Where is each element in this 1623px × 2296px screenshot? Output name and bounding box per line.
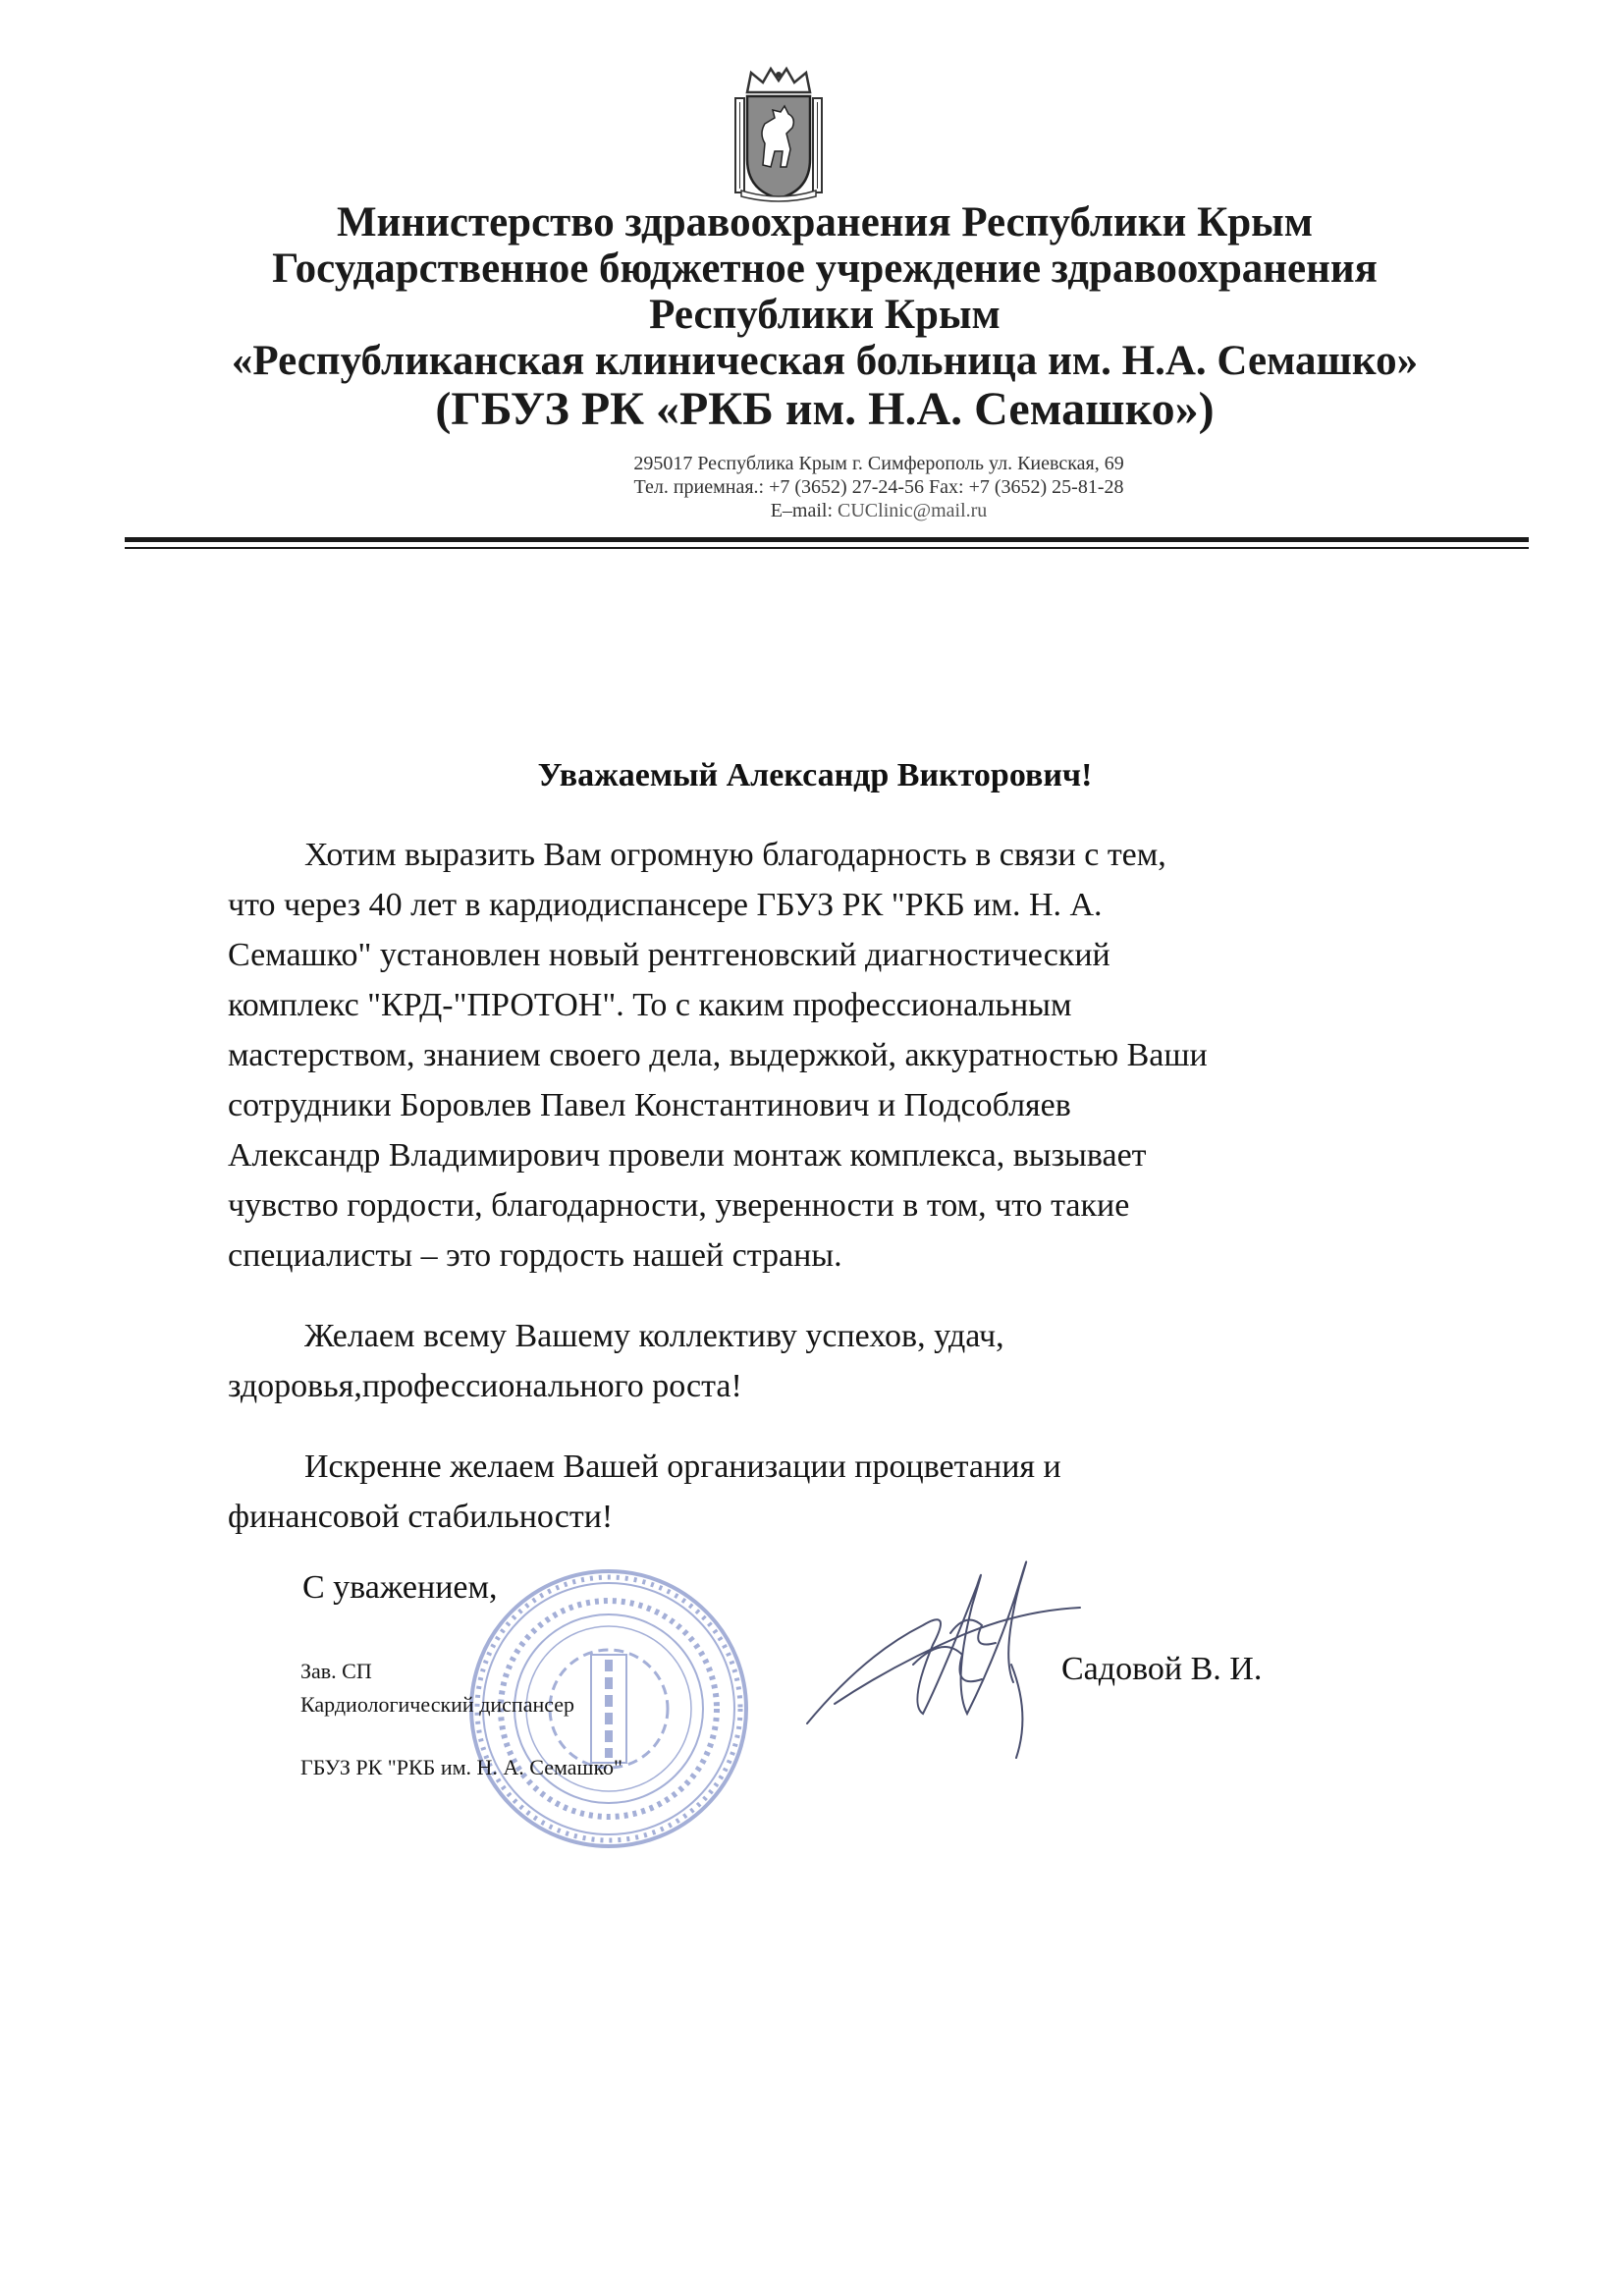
paragraph-line: чувство гордости, благодарности, уверенности в том, что такие [228,1187,1130,1224]
position-title: Зав. СП [300,1659,372,1683]
salutation: Уважаемый Александр Викторович! [537,757,1093,793]
email-label: E–mail: [770,500,839,521]
hospital-abbreviation: (ГБУЗ РК «РКБ им. Н.А. Семашко») [435,383,1215,435]
paragraph-line: финансовой стабильности! [228,1499,614,1535]
contact-block [412,452,1345,522]
signer-position [300,1655,622,1784]
closing-phrase: С уважением, [302,1569,498,1606]
signer-name: Садовой В. И. [1061,1651,1263,1687]
paragraph-line: Семашко" установлен новый рентгеновский диагностический [228,937,1110,973]
phone-numbers: Тел. приемная.: +7 (3652) 27-24-56 Fax: +7 (3652) 25-81-28 [633,476,1124,498]
paragraph-line: Александр Владимирович провели монтаж комплекса, вызывает [228,1137,1147,1174]
paragraph-line: Искренне желаем Вашей организации процветания и [304,1449,1061,1485]
paragraph-line: что через 40 лет в кардиодиспансере ГБУЗ РК "РКБ им. Н. А. [228,887,1103,923]
position-department: Кардиологический диспансер [300,1692,575,1717]
paragraph-wishes [228,1311,1327,1411]
paragraph-line: мастерством, знанием своего дела, выдержкой, аккуратностью Ваши [228,1037,1208,1073]
paragraph-line: комплекс "КРД-"ПРОТОН". То с каким профессиональным [228,987,1072,1023]
postal-address: 295017 Республика Крым г. Симферополь ул. Киевская, 69 [633,453,1124,474]
header-divider-thick [125,537,1529,542]
crimea-coat-of-arms-icon [730,65,828,202]
institution-region: Республики Крым [649,292,1001,338]
paragraph-line: Желаем всему Вашему коллективу успехов, удач, [304,1318,1004,1354]
paragraph-gratitude [228,830,1327,1281]
paragraph-line: здоровья,профессионального роста! [228,1368,742,1404]
hospital-name: «Республиканская клиническая больница им. Н.А. Семашко» [231,338,1419,384]
paragraph-line: сотрудники Боровлев Павел Константинович и Подсобляев [228,1087,1071,1123]
institution-type: Государственное бюджетное учреждение здравоохранения [272,246,1378,292]
ministry-name: Министерство здравоохранения Республики Крым [336,199,1314,246]
header-divider-thin [125,547,1529,549]
paragraph-line: Хотим выразить Вам огромную благодарность в связи с тем, [304,837,1166,873]
paragraph-prosperity [228,1442,1327,1542]
organization-name [118,199,1532,435]
position-organization: ГБУЗ РК "РКБ им. Н. А. Семашко" [300,1755,623,1779]
email-address[interactable]: CUClinic@mail.ru [838,500,988,521]
handwritten-signature-icon [795,1517,1090,1782]
paragraph-line: специалисты – это гордость нашей страны. [228,1237,842,1274]
email-line [412,499,1345,522]
